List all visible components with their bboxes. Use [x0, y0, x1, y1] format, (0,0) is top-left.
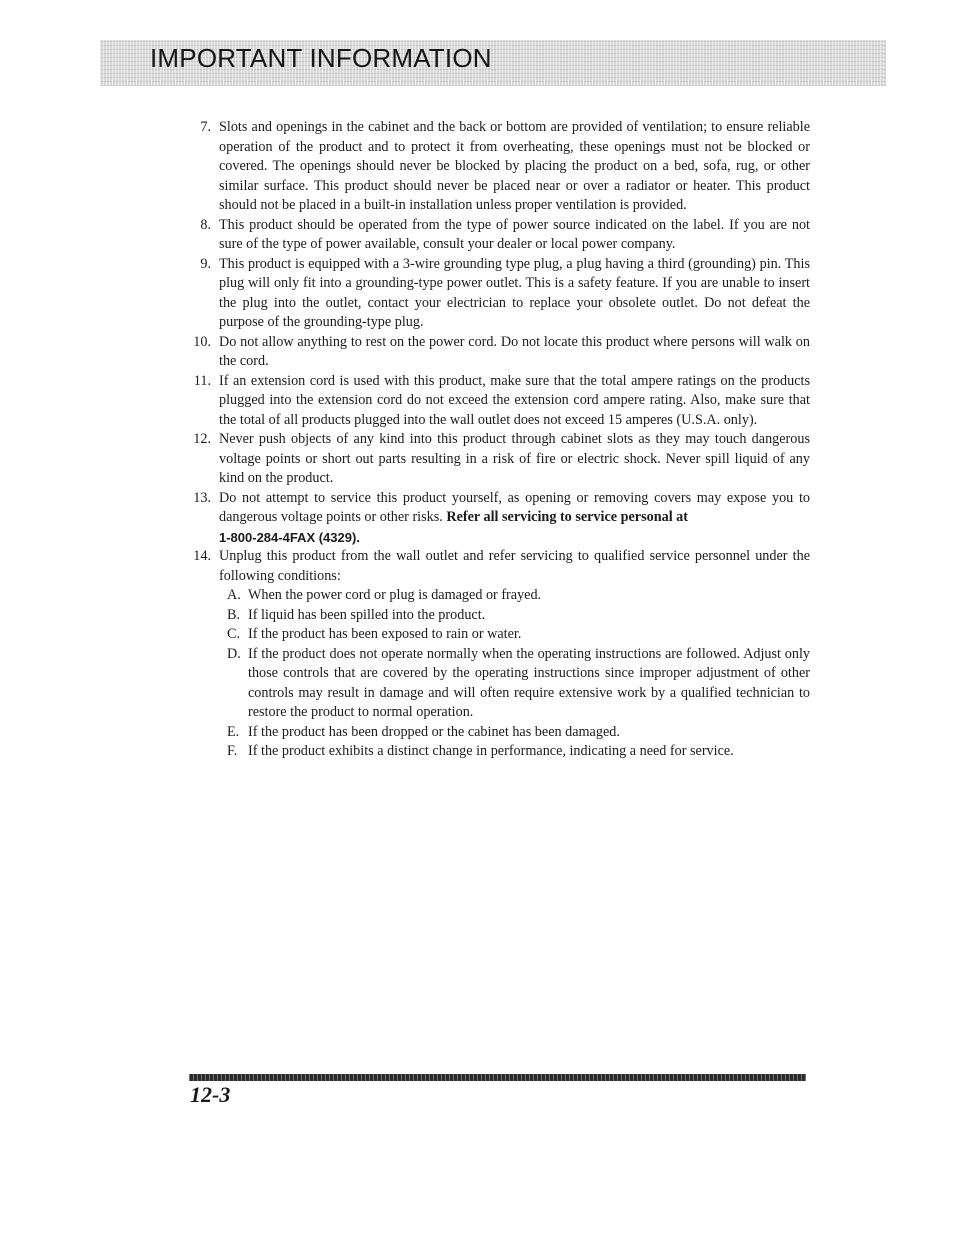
condition-letter: C.: [227, 626, 241, 642]
item-text: Unplug this product from the wall outlet and refer servicing to qualified service personnel under the following conditions:: [219, 548, 810, 584]
item-text: Slots and openings in the cabinet and the back or bottom are provided of ventilation; to ensure reliable operation of the product and to protect it from overheating, these openings must not be blocked or covered. The openings should never be blocked by placing the product on a bed, sofa, rug, or other similar surface. This product should never be placed near or over a radiator or heater. This product should not be placed in a built-in installation unless proper ventilation is provided.: [219, 119, 810, 213]
item-text: If an extension cord is used with this product, make sure that the total ampere ratings on the products plugged into the extension cord do not exceed the extension cord ampere rating. Also, make sure that the total of all products plugged into the wall outlet does not exceed 15 amperes (U.S.A. only).: [219, 372, 810, 428]
list-item: [190, 118, 810, 216]
condition-text: If the product has been exposed to rain or water.: [248, 626, 522, 642]
condition-letter: E.: [227, 723, 240, 740]
service-phone-number: 1-800-284-4FAX (4329).: [219, 529, 360, 545]
condition-text: When the power cord or plug is damaged or frayed.: [248, 587, 542, 603]
condition-letter: B.: [227, 606, 241, 623]
condition-text: If liquid has been spilled into the product.: [248, 606, 486, 623]
item-text: Never push objects of any kind into this product through cabinet slots as they may touch dangerous voltage points or short out parts resulting in a risk of fire or electric shock. Never spill liquid of any kind on the product.: [219, 431, 810, 486]
footer-rule: [189, 1074, 806, 1081]
item-number: 13.: [193, 489, 211, 506]
item-number: 14.: [193, 548, 211, 564]
list-item: [190, 430, 810, 489]
condition-item: [219, 645, 810, 723]
condition-item: [219, 723, 810, 743]
item-number: 10.: [193, 333, 211, 350]
list-item: [190, 333, 810, 372]
item-number: 8.: [200, 216, 211, 233]
list-item: [190, 255, 810, 333]
item-number: 9.: [200, 255, 211, 272]
condition-item: [219, 606, 810, 626]
item-text: Do not allow anything to rest on the power cord. Do not locate this product where persons will walk on the cord.: [219, 333, 810, 369]
list-item: [190, 489, 810, 548]
item-text: [219, 489, 810, 548]
instructions-list: [190, 118, 810, 762]
condition-letter: A.: [227, 587, 241, 603]
conditions-list: [219, 586, 810, 762]
item-number: 7.: [200, 119, 211, 135]
list-item: [190, 216, 810, 255]
item-number: 12.: [193, 431, 211, 447]
service-referral-text: Refer all servicing to service personal at: [446, 509, 689, 525]
page-title: IMPORTANT INFORMATION: [150, 43, 492, 73]
item-text-plain: Do not attempt to service this product yourself, as opening or removing covers may expose you to dangerous voltage points or other risks.: [219, 489, 810, 525]
condition-letter: D.: [227, 645, 241, 662]
condition-letter: F.: [227, 743, 238, 759]
condition-text: If the product does not operate normally when the operating instructions are followed. Adjust only those controls that are covered by the operating instructions since improper adjustment of other controls may result in damage and will often require extensive work by a qualified technician to restore the product to normal operation.: [248, 645, 810, 720]
item-text: This product is equipped with a 3-wire grounding type plug, a plug having a third (grounding) pin. This plug will only fit into a grounding-type power outlet. This is a safety feature. If you are unable to insert the plug into the outlet, contact your electrician to replace your obsolete outlet. Do not defeat the purpose of the grounding-type plug.: [219, 255, 810, 330]
condition-item: [219, 586, 810, 606]
condition-text: If the product exhibits a distinct change in performance, indicating a need for service.: [248, 743, 734, 759]
condition-item: [219, 742, 810, 762]
item-number: 11.: [193, 372, 211, 389]
item-text: This product should be operated from the type of power source indicated on the label. If you are not sure of the type of power available, consult your dealer or local power company.: [219, 216, 810, 252]
list-item: [190, 372, 810, 431]
condition-item: [219, 625, 810, 645]
page-number: 12-3: [190, 1082, 231, 1107]
condition-text: If the product has been dropped or the cabinet has been damaged.: [248, 723, 620, 740]
list-item: [190, 547, 810, 586]
